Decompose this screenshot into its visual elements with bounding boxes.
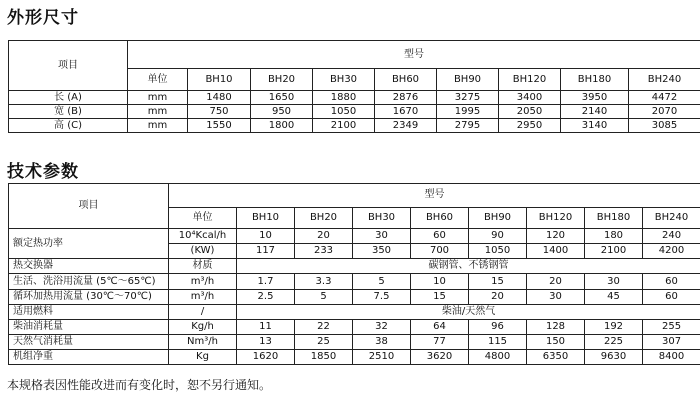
- table-row: [9, 289, 700, 304]
- row-label: 生活、洗浴用流量 (5℃～65℃): [9, 274, 169, 289]
- model-header: BH30: [353, 207, 411, 229]
- merged-cell: 碳钢管、不锈钢管: [237, 259, 700, 274]
- row-label: 循环加热用流量 (30℃～70℃): [9, 289, 169, 304]
- row-label: 天然气消耗量: [9, 334, 169, 349]
- cell: 1800: [251, 119, 313, 133]
- cell: 1670: [375, 105, 437, 119]
- table-row: [9, 274, 700, 289]
- cell: 4472: [629, 91, 700, 105]
- cell: 350: [353, 244, 411, 259]
- cell: 1050: [469, 244, 527, 259]
- row-unit: /: [169, 304, 237, 319]
- cell: 1550: [188, 119, 251, 133]
- cell: 240: [643, 229, 700, 244]
- cell: 307: [643, 334, 700, 349]
- cell: 7.5: [353, 289, 411, 304]
- row-label: 适用燃料: [9, 304, 169, 319]
- row-unit: mm: [128, 91, 188, 105]
- cell: 20: [469, 289, 527, 304]
- cell: 13: [237, 334, 295, 349]
- tech-params-table: [8, 183, 700, 365]
- cell: 3620: [411, 349, 469, 364]
- cell: 150: [527, 334, 585, 349]
- row-label: 宽 (B): [9, 105, 128, 119]
- cell: 77: [411, 334, 469, 349]
- cell: 3140: [561, 119, 629, 133]
- tech-params-title: 技术参数: [7, 162, 79, 182]
- cell: 4200: [643, 244, 700, 259]
- table-row: [9, 349, 700, 364]
- cell: 1650: [251, 91, 313, 105]
- model-header: BH10: [237, 207, 295, 229]
- table-row: [9, 119, 700, 133]
- cell: 2.5: [237, 289, 295, 304]
- row-label: 热交换器: [9, 259, 169, 274]
- table-row: [9, 91, 700, 105]
- model-group-header: 型号: [128, 41, 700, 69]
- cell: 6350: [527, 349, 585, 364]
- cell: 192: [585, 319, 643, 334]
- cell: 60: [643, 274, 700, 289]
- merged-cell: 柴油/天然气: [237, 304, 700, 319]
- cell: 1880: [313, 91, 375, 105]
- cell: 3275: [437, 91, 499, 105]
- cell: 2349: [375, 119, 437, 133]
- cell: 10: [237, 229, 295, 244]
- cell: 3400: [499, 91, 561, 105]
- cell: 32: [353, 319, 411, 334]
- cell: 11: [237, 319, 295, 334]
- cell: 700: [411, 244, 469, 259]
- cell: 20: [295, 229, 353, 244]
- row-unit: Kg/h: [169, 319, 237, 334]
- cell: 128: [527, 319, 585, 334]
- cell: 2050: [499, 105, 561, 119]
- model-header: BH90: [437, 69, 499, 91]
- cell: 2876: [375, 91, 437, 105]
- model-header: BH60: [411, 207, 469, 229]
- cell: 38: [353, 334, 411, 349]
- cell: 225: [585, 334, 643, 349]
- cell: 30: [527, 289, 585, 304]
- table-row: [9, 304, 700, 319]
- model-header: BH240: [629, 69, 700, 91]
- cell: 3950: [561, 91, 629, 105]
- cell: 15: [411, 289, 469, 304]
- row-label: 机组净重: [9, 349, 169, 364]
- cell: 117: [237, 244, 295, 259]
- cell: 2100: [585, 244, 643, 259]
- table-row: [9, 319, 700, 334]
- unit-header: 单位: [128, 69, 188, 91]
- item-header: 项目: [9, 184, 169, 229]
- row-label: 长 (A): [9, 91, 128, 105]
- row-unit: (KW): [169, 244, 237, 259]
- cell: 9630: [585, 349, 643, 364]
- item-header: 项目: [9, 41, 128, 91]
- cell: 3.3: [295, 274, 353, 289]
- model-header: BH30: [313, 69, 375, 91]
- row-label: 额定热功率: [9, 229, 169, 259]
- table-row: [9, 105, 700, 119]
- unit-header: 单位: [169, 207, 237, 229]
- cell: 10: [411, 274, 469, 289]
- cell: 5: [353, 274, 411, 289]
- cell: 60: [643, 289, 700, 304]
- table-row: [9, 229, 700, 244]
- cell: 2795: [437, 119, 499, 133]
- cell: 255: [643, 319, 700, 334]
- dimensions-table: [8, 40, 700, 133]
- model-header: BH180: [585, 207, 643, 229]
- footnote: 本规格表因性能改进而有变化时，恕不另行通知。: [7, 378, 272, 392]
- table-row: [9, 259, 700, 274]
- cell: 115: [469, 334, 527, 349]
- cell: 1850: [295, 349, 353, 364]
- cell: 20: [527, 274, 585, 289]
- cell: 2070: [629, 105, 700, 119]
- cell: 8400: [643, 349, 700, 364]
- table-row: [9, 334, 700, 349]
- row-unit: m³/h: [169, 289, 237, 304]
- cell: 1480: [188, 91, 251, 105]
- cell: 4800: [469, 349, 527, 364]
- cell: 45: [585, 289, 643, 304]
- cell: 2100: [313, 119, 375, 133]
- cell: 3085: [629, 119, 700, 133]
- model-header: BH10: [188, 69, 251, 91]
- model-header: BH240: [643, 207, 700, 229]
- cell: 2140: [561, 105, 629, 119]
- cell: 180: [585, 229, 643, 244]
- dimensions-title: 外形尺寸: [7, 8, 79, 28]
- cell: 950: [251, 105, 313, 119]
- row-unit: Nm³/h: [169, 334, 237, 349]
- cell: 15: [469, 274, 527, 289]
- model-header: BH20: [295, 207, 353, 229]
- cell: 30: [585, 274, 643, 289]
- model-header: BH20: [251, 69, 313, 91]
- cell: 1995: [437, 105, 499, 119]
- cell: 1620: [237, 349, 295, 364]
- row-unit: 材质: [169, 259, 237, 274]
- cell: 96: [469, 319, 527, 334]
- model-header: BH90: [469, 207, 527, 229]
- cell: 22: [295, 319, 353, 334]
- row-unit: m³/h: [169, 274, 237, 289]
- model-header: BH180: [561, 69, 629, 91]
- cell: 64: [411, 319, 469, 334]
- cell: 2950: [499, 119, 561, 133]
- model-header: BH120: [499, 69, 561, 91]
- row-unit: mm: [128, 105, 188, 119]
- cell: 5: [295, 289, 353, 304]
- cell: 90: [469, 229, 527, 244]
- row-label: 高 (C): [9, 119, 128, 133]
- cell: 120: [527, 229, 585, 244]
- row-unit: mm: [128, 119, 188, 133]
- row-unit: Kg: [169, 349, 237, 364]
- cell: 30: [353, 229, 411, 244]
- row-unit: 10⁴Kcal/h: [169, 229, 237, 244]
- cell: 25: [295, 334, 353, 349]
- model-header: BH120: [527, 207, 585, 229]
- cell: 2510: [353, 349, 411, 364]
- cell: 233: [295, 244, 353, 259]
- row-label: 柴油消耗量: [9, 319, 169, 334]
- model-group-header: 型号: [169, 184, 700, 208]
- cell: 1050: [313, 105, 375, 119]
- cell: 1400: [527, 244, 585, 259]
- cell: 1.7: [237, 274, 295, 289]
- model-header: BH60: [375, 69, 437, 91]
- cell: 750: [188, 105, 251, 119]
- cell: 60: [411, 229, 469, 244]
